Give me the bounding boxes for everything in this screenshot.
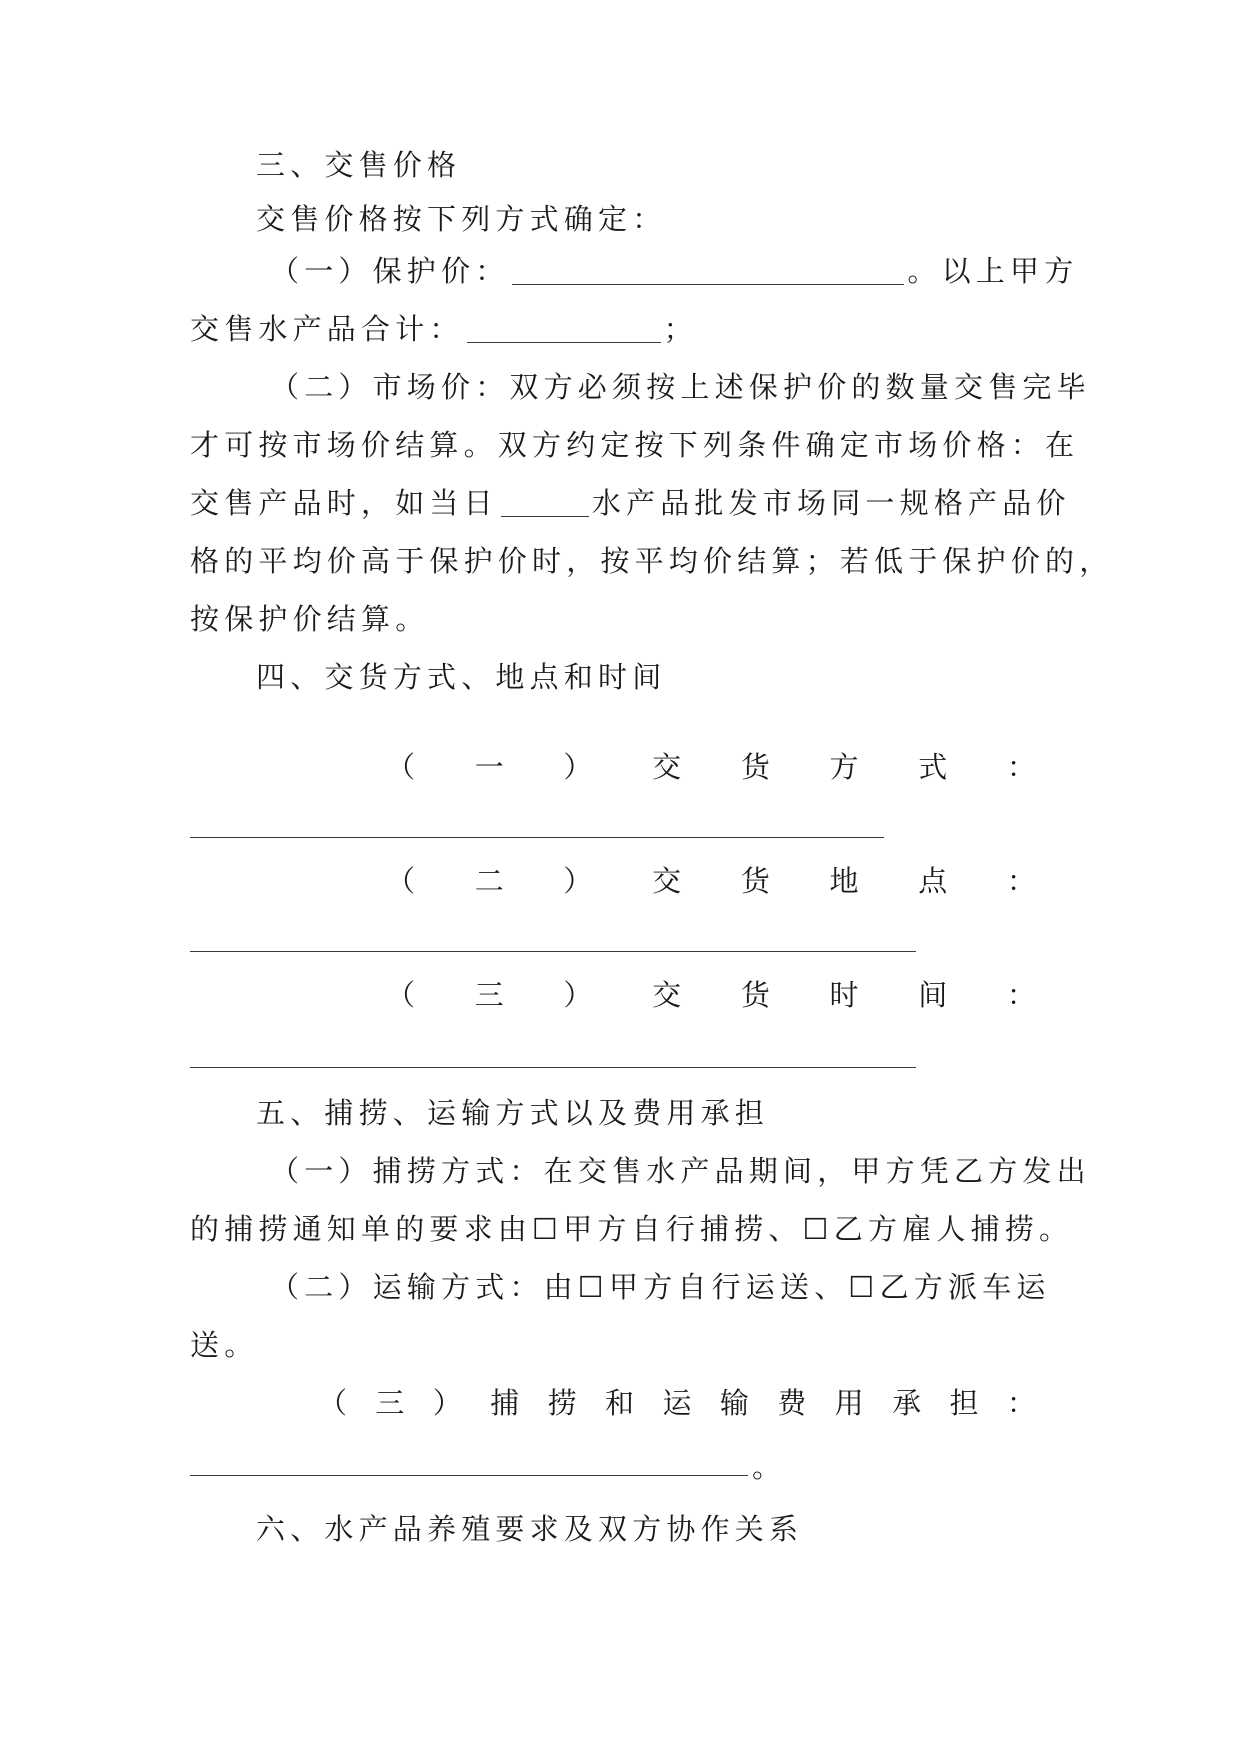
char: 三	[375, 1386, 405, 1420]
section-3-heading: 三、交售价格	[256, 148, 462, 182]
char: 间	[918, 978, 948, 1012]
char: （	[386, 750, 416, 784]
char: （	[386, 864, 416, 898]
cost-bearing-blank[interactable]	[190, 1474, 748, 1476]
market-price-line-2: 才可按市场价结算。双方约定按下列条件确定市场价格：在	[190, 428, 1080, 462]
char: 承	[892, 1386, 922, 1420]
char: 式	[918, 750, 948, 784]
delivery-time-label	[386, 966, 1036, 1024]
section-3-intro: 交售价格按下列方式确定：	[256, 202, 667, 236]
char: 交	[652, 750, 682, 784]
cost-bearing-end: 。	[752, 1450, 787, 1484]
char: （	[318, 1386, 348, 1420]
char: 捕	[490, 1386, 520, 1420]
char: ：	[1006, 1386, 1036, 1420]
delivery-time-blank[interactable]	[190, 1066, 916, 1068]
char: ）	[432, 1386, 462, 1420]
char: 运	[662, 1386, 692, 1420]
section-5-heading: 五、捕捞、运输方式以及费用承担	[256, 1096, 770, 1130]
char: 时	[829, 978, 859, 1012]
protection-price-line	[270, 242, 1078, 300]
char: 二	[474, 864, 504, 898]
char: 和	[605, 1386, 635, 1420]
market-price-line-3a: 交售产品时，如当日	[190, 486, 498, 520]
delivery-place-label	[386, 852, 1036, 910]
total-product-label: 交售水产品合计：	[190, 312, 464, 346]
delivery-method-label	[386, 738, 1036, 796]
char: ）	[563, 750, 593, 784]
char: （	[386, 978, 416, 1012]
char: 货	[740, 750, 770, 784]
char: 捞	[547, 1386, 577, 1420]
section-4-heading: 四、交货方式、地点和时间	[256, 660, 667, 694]
protection-price-blank[interactable]	[512, 254, 904, 285]
market-price-line-3b: 水产品批发市场同一规格产品价	[591, 486, 1071, 520]
char: ：	[1006, 750, 1036, 784]
market-price-line-1: （二）市场价：双方必须按上述保护价的数量交售完毕	[270, 370, 1091, 404]
char: 担	[949, 1386, 979, 1420]
fishing-method-line-1: （一）捕捞方式：在交售水产品期间，甲方凭乙方发出	[270, 1154, 1091, 1188]
protection-price-tail: 。以上甲方	[907, 254, 1079, 288]
section-6-heading: 六、水产品养殖要求及双方协作关系	[256, 1512, 804, 1546]
char: 交	[652, 864, 682, 898]
total-product-tail: ；	[663, 312, 698, 346]
market-price-line-5: 按保护价结算。	[190, 602, 430, 636]
market-name-blank[interactable]	[501, 486, 589, 517]
delivery-method-blank[interactable]	[190, 836, 884, 838]
transport-method-line-2: 送。	[190, 1328, 259, 1362]
market-price-line-4: 格的平均价高于保护价时，按平均价结算；若低于保护价的，	[190, 544, 1114, 578]
cost-bearing-label	[318, 1374, 1036, 1432]
char: ）	[563, 864, 593, 898]
char: ：	[1006, 864, 1036, 898]
char: ：	[1006, 978, 1036, 1012]
fishing-method-line-2: 的捕捞通知单的要求由☐甲方自行捕捞、☐乙方雇人捕捞。	[190, 1212, 1074, 1246]
total-product-blank[interactable]	[467, 312, 661, 343]
char: 三	[474, 978, 504, 1012]
delivery-place-blank[interactable]	[190, 950, 916, 952]
transport-method-line-1: （二）运输方式：由☐甲方自行运送、☐乙方派车运	[270, 1270, 1051, 1304]
char: 方	[829, 750, 859, 784]
char: ）	[563, 978, 593, 1012]
char: 交	[652, 978, 682, 1012]
char: 输	[719, 1386, 749, 1420]
char: 用	[834, 1386, 864, 1420]
char: 一	[474, 750, 504, 784]
char: 货	[740, 864, 770, 898]
char: 费	[777, 1386, 807, 1420]
protection-price-label: （一）保护价：	[270, 254, 510, 288]
market-price-line-3	[190, 474, 1071, 532]
total-product-line	[190, 300, 698, 358]
char: 地	[829, 864, 859, 898]
char: 点	[918, 864, 948, 898]
char: 货	[740, 978, 770, 1012]
